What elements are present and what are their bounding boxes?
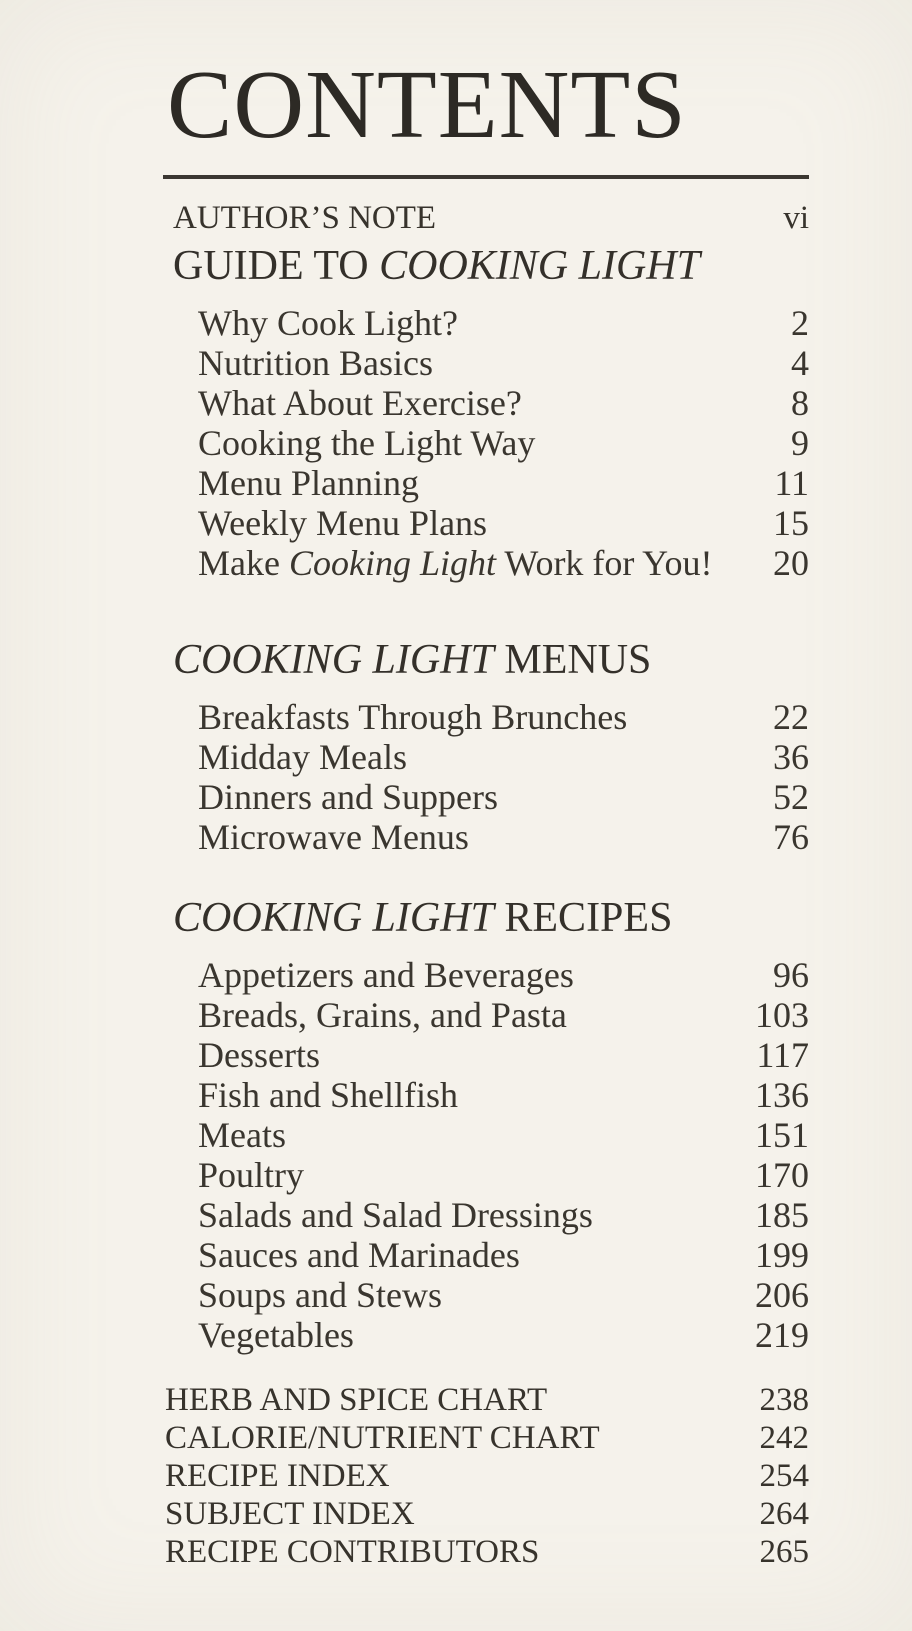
toc-entry-label [198, 1035, 320, 1075]
toc-row [163, 195, 809, 241]
toc-row [163, 1195, 809, 1235]
section-heading [163, 893, 809, 943]
toc-label-part: Soups and Stews [198, 1275, 443, 1315]
toc-label-part: GUIDE TO [173, 243, 380, 289]
toc-entry-label [198, 737, 407, 777]
toc-row [163, 1275, 809, 1315]
toc-entry-label [165, 1495, 415, 1533]
toc-label-part: Salads and Salad Dressings [198, 1195, 593, 1235]
toc-row [163, 463, 809, 503]
toc-row [163, 697, 809, 737]
toc-label-part: Desserts [198, 1035, 320, 1075]
toc-entry-page-number: 2 [791, 303, 809, 343]
toc-entry-label [198, 1315, 354, 1355]
toc-entry-page-number: 151 [755, 1115, 809, 1155]
toc-row [163, 1457, 809, 1495]
toc-section [163, 893, 809, 1355]
toc-label-part: Weekly Menu Plans [198, 503, 488, 543]
toc-entry-page-number: 8 [791, 383, 809, 423]
toc-row [163, 1381, 809, 1419]
toc-label-part: Sauces and Marinades [198, 1235, 520, 1275]
toc-entry-label [198, 1115, 286, 1155]
sections-container [163, 303, 809, 1355]
toc-entry-label [198, 463, 419, 503]
toc-label-part: Make [198, 543, 289, 583]
toc-entry-label [198, 343, 433, 383]
toc-label-part: Why Cook Light? [198, 303, 458, 343]
toc-row [163, 995, 809, 1035]
toc-row [163, 1115, 809, 1155]
toc-label-part: CALORIE/NUTRIENT CHART [165, 1420, 600, 1456]
toc-label-part: Fish and Shellfish [198, 1075, 459, 1115]
toc-row [163, 1419, 809, 1457]
toc-label-part: Microwave Menus [198, 817, 469, 857]
toc-label-part: Menu Planning [198, 463, 419, 503]
table-of-contents [163, 0, 809, 1571]
toc-row [163, 817, 809, 857]
toc-label-part: Work for You! [496, 543, 713, 583]
toc-label-italic-part: COOKING LIGHT [379, 243, 700, 289]
toc-row [163, 343, 809, 383]
toc-entry-label [165, 1533, 539, 1571]
toc-entry-label [198, 1235, 520, 1275]
toc-row [163, 1155, 809, 1195]
section-heading [163, 635, 809, 685]
toc-label-part: Breakfasts Through Brunches [198, 697, 628, 737]
toc-row [163, 503, 809, 543]
toc-label-part: AUTHOR’S NOTE [173, 200, 437, 236]
toc-row [163, 423, 809, 463]
toc-entry-page-number: 185 [755, 1195, 809, 1235]
toc-entry-label [198, 303, 458, 343]
toc-entry-page-number: 238 [759, 1382, 809, 1418]
toc-entry-label [198, 1275, 442, 1315]
toc-entry-page-number: 20 [773, 543, 809, 583]
toc-entry-page-number: 15 [773, 503, 809, 543]
toc-row [163, 1495, 809, 1533]
toc-label-italic-part: COOKING LIGHT [173, 637, 494, 683]
toc-label-part: Poultry [198, 1155, 305, 1195]
toc-entry-page-number: 254 [759, 1458, 809, 1494]
toc-label-part: RECIPE CONTRIBUTORS [165, 1534, 540, 1570]
toc-entry-page-number: 265 [759, 1534, 809, 1570]
page-title: CONTENTS [167, 51, 687, 159]
toc-entry-label [198, 503, 487, 543]
section-items [163, 955, 809, 1355]
toc-label-part: MENUS [493, 637, 652, 683]
toc-entry-page-number: 36 [773, 737, 809, 777]
toc-row [163, 1315, 809, 1355]
toc-entry-page-number: 199 [755, 1235, 809, 1275]
toc-entry-page-number: 4 [791, 343, 809, 383]
toc-label-part: RECIPE INDEX [165, 1458, 390, 1494]
toc-section [163, 635, 809, 857]
toc-row [163, 1035, 809, 1075]
toc-entry-page-number: 170 [755, 1155, 809, 1195]
toc-label-part: Appetizers and Beverages [198, 955, 574, 995]
toc-entry-label [165, 1381, 547, 1419]
toc-entry-page-number: 96 [773, 955, 809, 995]
toc-entry-page-number: vi [783, 200, 809, 236]
toc-row [163, 955, 809, 995]
section-items [163, 697, 809, 857]
toc-label-italic-part: Cooking Light [288, 543, 496, 583]
toc-section [163, 303, 809, 583]
toc-row [163, 737, 809, 777]
toc-entry-label [165, 1419, 600, 1457]
toc-entry-page-number: 242 [759, 1420, 809, 1456]
section-heading [163, 241, 809, 291]
toc-entry-label [198, 1195, 593, 1235]
toc-entry-label [165, 1457, 390, 1495]
toc-entry-page-number: 52 [773, 777, 809, 817]
toc-entry-page-number: 136 [755, 1075, 809, 1115]
toc-entry-page-number: 9 [791, 423, 809, 463]
toc-label-part: Breads, Grains, and Pasta [198, 995, 567, 1035]
toc-label-part: RECIPES [493, 895, 673, 941]
toc-label-part: Meats [198, 1115, 286, 1155]
toc-entry-page-number: 11 [774, 463, 809, 503]
toc-label-part: Cooking the Light Way [198, 423, 536, 463]
toc-label-part: Midday Meals [198, 737, 407, 777]
toc-entry-label [198, 1075, 458, 1115]
toc-entry-label [198, 1155, 304, 1195]
back-matter-list [163, 1381, 809, 1571]
toc-label-part: What About Exercise? [198, 383, 522, 423]
toc-entry-page-number: 117 [756, 1035, 809, 1075]
toc-label-part: HERB AND SPICE CHART [165, 1382, 548, 1418]
toc-entry-label [198, 543, 712, 583]
toc-row [163, 543, 809, 583]
title-divider [163, 175, 809, 179]
toc-label-part: SUBJECT INDEX [165, 1496, 415, 1532]
toc-entry-label [198, 423, 535, 463]
front-matter-list [163, 195, 809, 291]
toc-entry-label [198, 817, 469, 857]
toc-entry-label [198, 777, 498, 817]
toc-entry-label [173, 243, 700, 289]
toc-label-part: Dinners and Suppers [198, 777, 498, 817]
toc-entry-page-number: 103 [755, 995, 809, 1035]
toc-entry-label [198, 697, 627, 737]
toc-label-part: Vegetables [198, 1315, 354, 1355]
toc-entry-label [198, 383, 522, 423]
toc-entry-label [198, 995, 567, 1035]
toc-entry-page-number: 264 [759, 1496, 809, 1532]
toc-entry-page-number: 22 [773, 697, 809, 737]
toc-label-part: Nutrition Basics [198, 343, 433, 383]
toc-row [163, 777, 809, 817]
toc-label-italic-part: COOKING LIGHT [173, 895, 494, 941]
toc-row [163, 1075, 809, 1115]
toc-row [163, 1235, 809, 1275]
toc-entry-label [173, 195, 436, 241]
toc-entry-label [198, 955, 574, 995]
toc-entry-page-number: 76 [773, 817, 809, 857]
toc-row [163, 383, 809, 423]
toc-entry-page-number: 206 [755, 1275, 809, 1315]
section-items [163, 303, 809, 583]
toc-row [163, 303, 809, 343]
toc-row [163, 1533, 809, 1571]
toc-entry-page-number: 219 [755, 1315, 809, 1355]
